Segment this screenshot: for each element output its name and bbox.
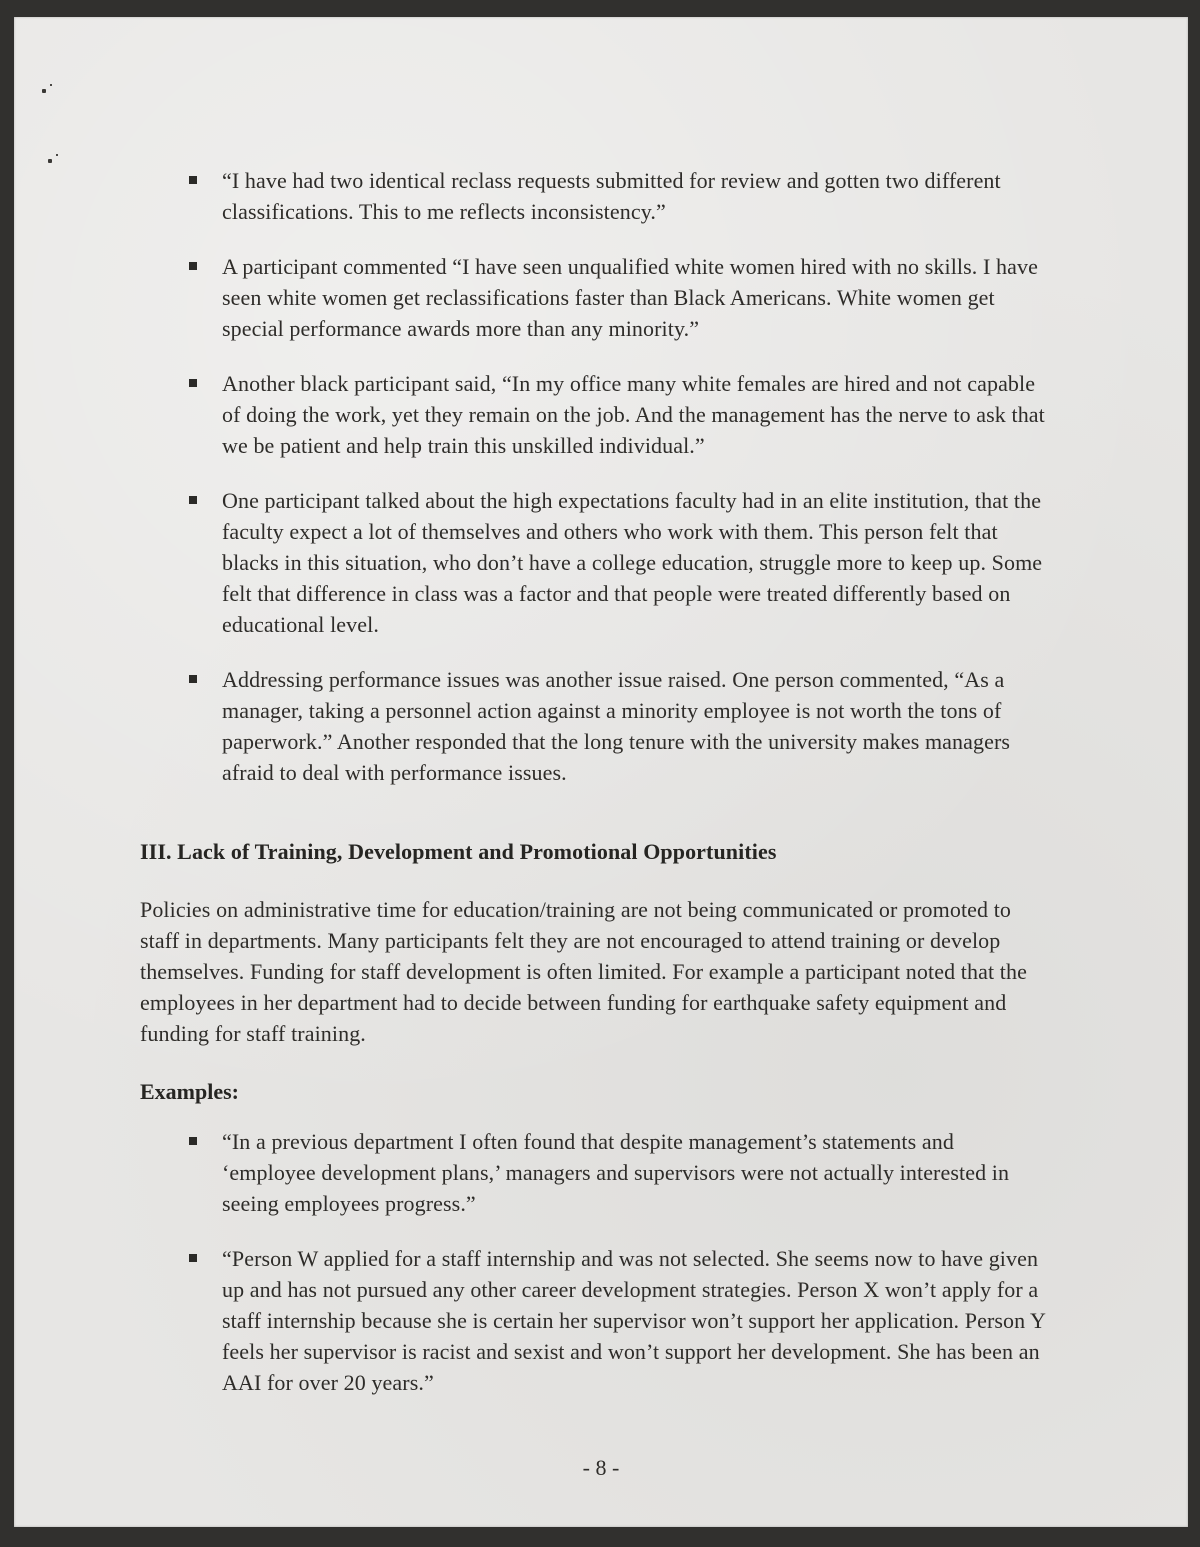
bullet-item xyxy=(222,368,1046,461)
bullet-list-examples xyxy=(140,1107,1060,1398)
bullet-list-comments xyxy=(140,17,1060,788)
square-bullet-icon xyxy=(189,379,197,387)
ink-speck-artifact xyxy=(48,158,53,163)
bullet-item xyxy=(222,251,1046,344)
ink-speck-artifact xyxy=(42,88,47,93)
bullet-text: A participant commented “I have seen unqualified white women hired with no skills. I have seen white women get reclassifications faster than Black Americans. White women get special performance awards more than any minority.” xyxy=(222,254,1038,341)
square-bullet-icon xyxy=(189,176,197,184)
bullet-item xyxy=(222,1243,1046,1398)
page-content xyxy=(140,17,1060,1398)
scanned-document-page xyxy=(14,17,1188,1527)
square-bullet-icon xyxy=(189,675,197,683)
square-bullet-icon xyxy=(189,1254,197,1262)
square-bullet-icon xyxy=(189,496,197,504)
square-bullet-icon xyxy=(189,262,197,270)
bullet-item xyxy=(222,485,1046,640)
section-paragraph: Policies on administrative time for education/training are not being communicated or promoted to staff in departments. Many participants felt they are not encouraged to attend training or develop themselves. Funding for staff development is often limited. For example a participant noted that the employees in her department had to decide between funding for earthquake safety equipment and funding for staff training. xyxy=(140,897,1027,1046)
bullet-text: Another black participant said, “In my office many white females are hired and not capable of doing the work, yet they remain on the job. And the management has the nerve to ask that we be patient and help train this unskilled individual.” xyxy=(222,371,1045,458)
bullet-text: “I have had two identical reclass requests submitted for review and gotten two different classifications. This to me reflects inconsistency.” xyxy=(222,168,1001,224)
bullet-item xyxy=(222,165,1046,227)
bullet-text: Addressing performance issues was another issue raised. One person commented, “As a manager, taking a personnel action against a minority employee is not worth the tons of paperwork.” Another responded that the long tenure with the university makes managers afraid to deal with performance issues. xyxy=(222,667,1011,785)
bullet-text: One participant talked about the high expectations faculty had in an elite institution, that the faculty expect a lot of themselves and others who work with them. This person felt that blacks in this situation, who don’t have a college education, struggle more to keep up. Some felt that difference in class was a factor and that people were treated differently based on educational level. xyxy=(222,488,1043,637)
bullet-item xyxy=(222,1126,1046,1219)
bullet-text: “Person W applied for a staff internship and was not selected. She seems now to have given up and has not pursued any other career development strategies. Person X won’t apply for a staff internship because she is certain her supervisor won’t support her application. Person Y feels her supervisor is racist and sexist and won’t support her development. She has been an AAI for over 20 years.” xyxy=(222,1246,1046,1395)
square-bullet-icon xyxy=(189,1137,197,1145)
examples-label: Examples: xyxy=(140,1079,239,1104)
page-number: - 8 - xyxy=(582,1455,620,1480)
bullet-text: “In a previous department I often found that despite management’s statements and ‘employee development plans,’ managers and supervisors were not actually interested in seeing employees progress.” xyxy=(222,1129,1010,1216)
bullet-item xyxy=(222,664,1046,788)
section-heading: III. Lack of Training, Development and Promotional Opportunities xyxy=(140,839,777,864)
